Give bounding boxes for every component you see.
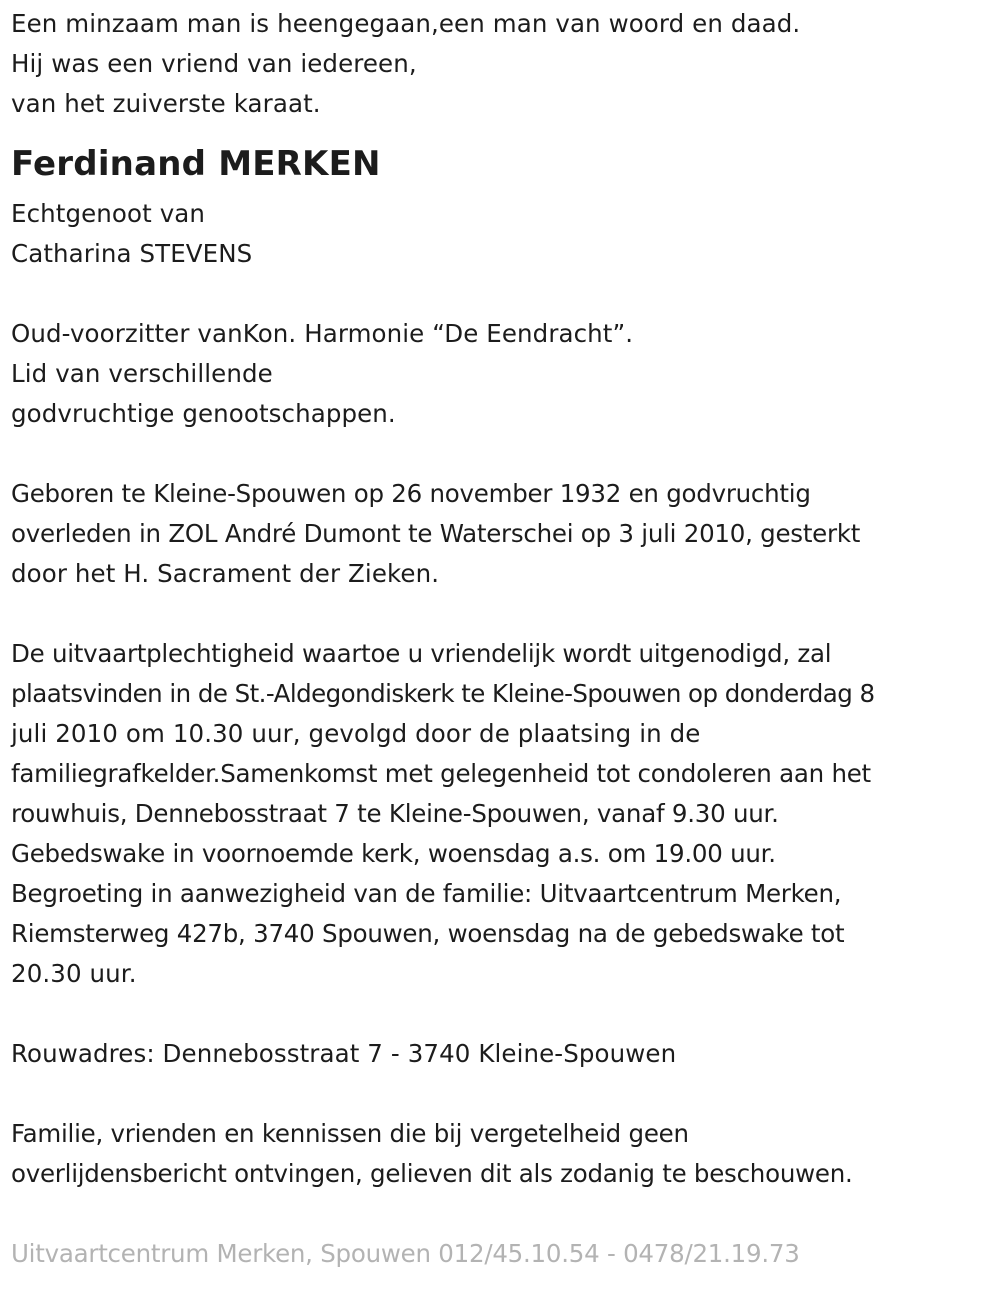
- role-line: Oud-voorzitter vanKon. Harmonie “De Eendracht”.: [11, 319, 634, 348]
- paragraph-line: Riemsterweg 427b, 3740 Spouwen, woensdag na de gebedswake tot: [11, 919, 845, 948]
- paragraph-line: 20.30 uur.: [11, 959, 137, 988]
- poem: [11, 4, 996, 124]
- paragraph-line: juli 2010 om 10.30 uur, gevolgd door de plaatsing in de: [11, 719, 701, 748]
- spouse-info: [11, 194, 996, 274]
- spouse-name: Catharina STEVENS: [11, 239, 253, 268]
- paragraph-line: door het H. Sacrament der Zieken.: [11, 559, 440, 588]
- poem-line: van het zuiverste karaat.: [11, 89, 321, 118]
- obituary-notice: [11, 4, 996, 1274]
- paragraph-line: rouwhuis, Dennebosstraat 7 te Kleine-Spouwen, vanaf 9.30 uur.: [11, 799, 779, 828]
- paragraph-line: Gebedswake in voornoemde kerk, woensdag a.s. om 19.00 uur.: [11, 839, 776, 868]
- role-line: godvruchtige genootschappen.: [11, 399, 396, 428]
- birth-death-paragraph: [11, 474, 996, 594]
- paragraph-line: overlijdensbericht ontvingen, gelieven dit als zodanig te beschouwen.: [11, 1159, 853, 1188]
- funeral-home-footer: Uitvaartcentrum Merken, Spouwen 012/45.10.54 - 0478/21.19.73: [11, 1239, 800, 1268]
- paragraph-line: familiegrafkelder.Samenkomst met gelegenheid tot condoleren aan het: [11, 759, 871, 788]
- poem-line: Een minzaam man is heengegaan,een man van woord en daad.: [11, 9, 801, 38]
- paragraph-line: plaatsvinden in de St.-Aldegondiskerk te Kleine-Spouwen op donderdag 8: [11, 679, 875, 708]
- spouse-line: Echtgenoot van: [11, 199, 206, 228]
- paragraph-line: Familie, vrienden en kennissen die bij vergetelheid geen: [11, 1119, 689, 1148]
- ceremony-paragraph: [11, 634, 996, 994]
- role-line: Lid van verschillende: [11, 359, 273, 388]
- roles: [11, 314, 996, 434]
- notice-paragraph: [11, 1114, 996, 1194]
- paragraph-line: Geboren te Kleine-Spouwen op 26 november 1932 en godvruchtig: [11, 479, 811, 508]
- deceased-name: Ferdinand MERKEN: [11, 144, 381, 184]
- paragraph-line: Begroeting in aanwezigheid van de familie: Uitvaartcentrum Merken,: [11, 879, 842, 908]
- mourning-address: Rouwadres: Dennebosstraat 7 - 3740 Kleine-Spouwen: [11, 1039, 677, 1068]
- paragraph-line: overleden in ZOL André Dumont te Waterschei op 3 juli 2010, gesterkt: [11, 519, 861, 548]
- paragraph-line: De uitvaartplechtigheid waartoe u vriendelijk wordt uitgenodigd, zal: [11, 639, 832, 668]
- poem-line: Hij was een vriend van iedereen,: [11, 49, 417, 78]
